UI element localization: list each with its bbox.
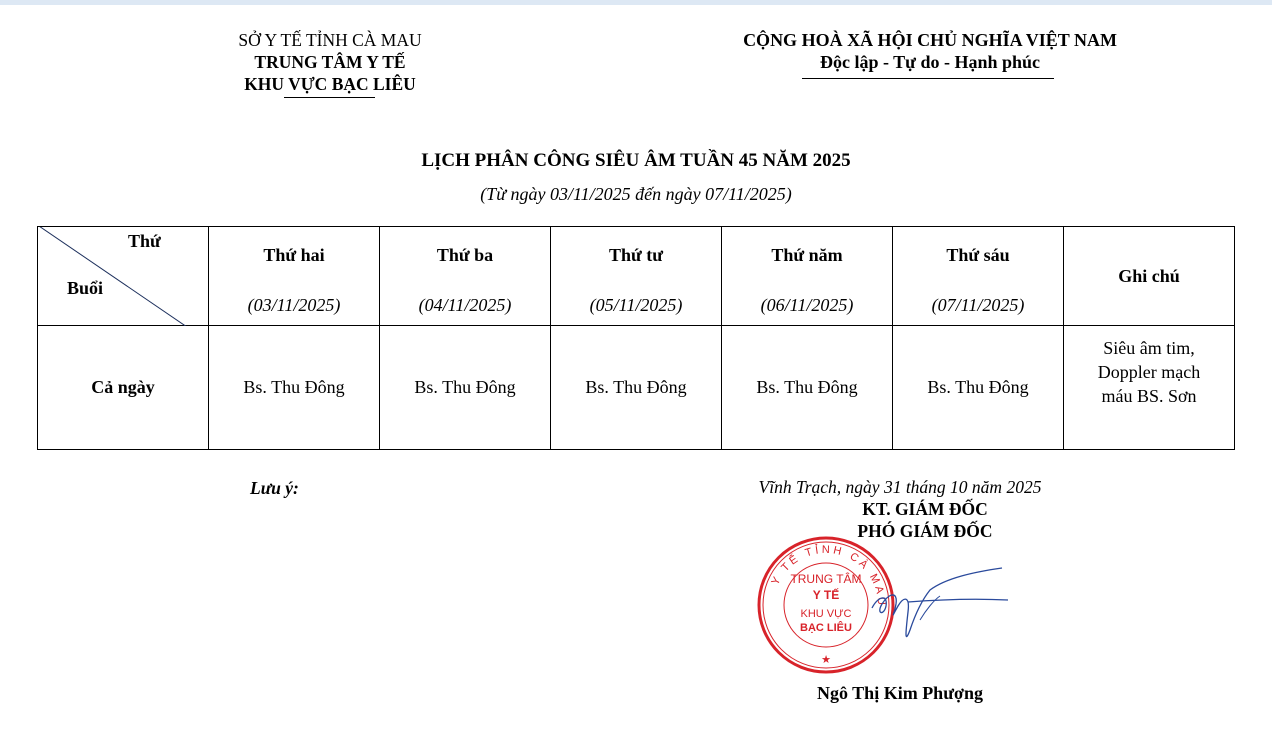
motto: Độc lập - Tự do - Hạnh phúc <box>819 52 1041 72</box>
document-title: LỊCH PHÂN CÔNG SIÊU ÂM TUẦN 45 NĂM 2025 <box>421 150 851 171</box>
corner-day-label: Thứ <box>128 231 161 251</box>
note-line: máu BS. Sơn <box>1101 386 1197 406</box>
country-name: CỘNG HOÀ XÃ HỘI CHỦ NGHĨA VIỆT NAM <box>743 30 1117 50</box>
table-row <box>38 326 1235 450</box>
stamp-line-2: Y TẾ <box>812 588 840 602</box>
corner-cell <box>38 227 209 326</box>
note-header: Ghi chú <box>1064 227 1235 326</box>
window-top-bar <box>0 0 1272 5</box>
stamp-ring-text: Y TẾ TỈNH CÀ MAU <box>769 543 888 609</box>
assignment-cell: Bs. Thu Đông <box>209 326 380 450</box>
assignment-cell: Bs. Thu Đông <box>551 326 722 450</box>
day-header-tuesday <box>380 227 551 326</box>
document-subtitle: (Từ ngày 03/11/2025 đến ngày 07/11/2025) <box>480 184 792 204</box>
diagonal-line <box>38 227 209 326</box>
motto-underline <box>802 78 1054 79</box>
agency-name: TRUNG TÂM Y TẾ <box>254 52 406 72</box>
day-date: (03/11/2025) <box>247 295 341 315</box>
day-date: (04/11/2025) <box>418 295 512 315</box>
stamp-star-icon: ★ <box>821 653 831 666</box>
day-name: Thứ tư <box>608 245 664 265</box>
assignment-cell: Bs. Thu Đông <box>722 326 893 450</box>
stamp-line-4: BẠC LIÊU <box>800 622 852 634</box>
day-name: Thứ sáu <box>946 245 1010 265</box>
place-date: Vĩnh Trạch, ngày 31 tháng 10 năm 2025 <box>758 477 1042 497</box>
note-line: Doppler mạch <box>1097 362 1201 382</box>
table-header-row <box>38 227 1235 326</box>
schedule-table <box>37 226 1235 450</box>
issuing-agency <box>200 29 460 95</box>
signer-position-2: PHÓ GIÁM ĐỐC <box>857 521 993 541</box>
assignment-cell: Bs. Thu Đông <box>893 326 1064 450</box>
day-header-monday <box>209 227 380 326</box>
day-header-thursday <box>722 227 893 326</box>
day-header-wednesday <box>551 227 722 326</box>
note-label: Lưu ý: <box>250 478 299 498</box>
day-name: Thứ ba <box>436 245 494 265</box>
signature <box>870 560 1015 650</box>
day-name: Thứ năm <box>771 245 843 265</box>
stamp-line-1: TRUNG TÂM <box>790 572 862 586</box>
assignment-cell: Bs. Thu Đông <box>380 326 551 450</box>
session-cell: Cả ngày <box>38 326 209 450</box>
day-name: Thứ hai <box>263 245 325 265</box>
agency-region: KHU VỰC BẠC LIÊU <box>244 74 416 94</box>
agency-underline <box>284 97 375 98</box>
corner-session-label: Buổi <box>67 278 104 298</box>
stamp-line-3: KHU VỰC <box>800 608 852 620</box>
national-motto <box>700 29 1160 73</box>
signer-position-1: KT. GIÁM ĐỐC <box>862 499 988 519</box>
day-date: (05/11/2025) <box>589 295 683 315</box>
signer-name: Ngô Thị Kim Phượng <box>817 683 983 703</box>
day-date: (07/11/2025) <box>931 295 1025 315</box>
day-date: (06/11/2025) <box>760 295 854 315</box>
note-line: Siêu âm tim, <box>1103 338 1195 358</box>
note-cell <box>1064 326 1235 450</box>
agency-parent: SỞ Y TẾ TỈNH CÀ MAU <box>238 30 422 50</box>
day-header-friday <box>893 227 1064 326</box>
